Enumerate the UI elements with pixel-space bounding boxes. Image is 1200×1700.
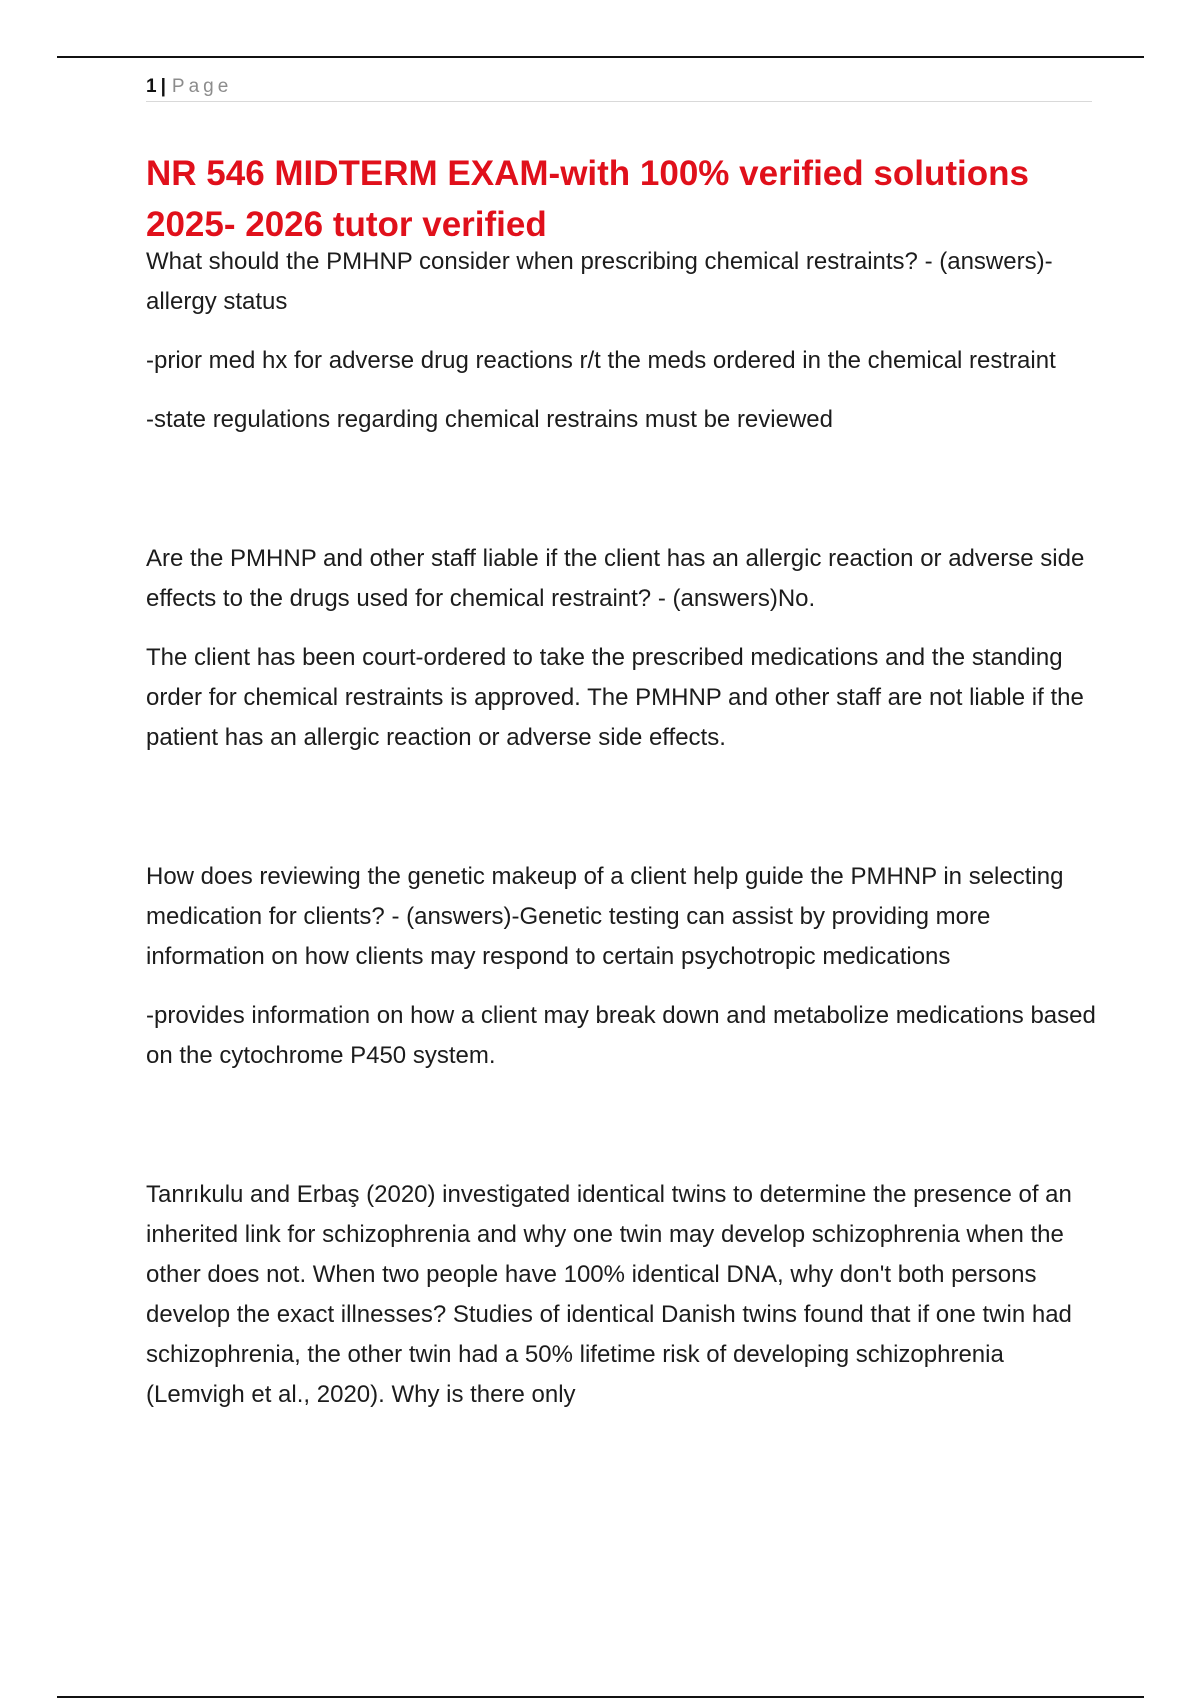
page-separator: | [160,76,166,97]
document-title: NR 546 MIDTERM EXAM-with 100% verified solutions 2025- 2026 tutor verified [146,154,1029,244]
bottom-rule [57,1696,1144,1698]
answer-3-item-1: -provides information on how a client may break down and metabolize medications based on the cytochrome P450 system. [146,1002,1096,1069]
qa-block-1 [146,242,1106,440]
block-spacer [146,777,1106,857]
qa-block-4 [146,1175,1106,1415]
question-4: Tanrıkulu and Erbaş (2020) investigated identical twins to determine the presence of an inherited link for schizophrenia and why one twin may develop schizophrenia when the other does not. When two people have 100% identical DNA, why don't both persons develop the exact illnesses? Studies of identical Danish twins found that if one twin had schizophrenia, the other twin had a 50% lifetime risk of developing schizophrenia (Lemvigh et al., 2020). Why is there only [146,1181,1072,1408]
qa-block-3 [146,857,1106,1076]
question-3: How does reviewing the genetic makeup of a client help guide the PMHNP in selecting medication for clients? - (answers)-Genetic testing can assist by providing more information on how clients may respond to certain psychotropic medications [146,863,1064,970]
block-spacer [146,1095,1106,1175]
question-1: What should the PMHNP consider when prescribing chemical restraints? - (answers)-allergy status [146,248,1053,315]
qa-block-2 [146,539,1106,758]
document-body [146,242,1106,1434]
block-spacer [146,459,1106,539]
top-rule [57,56,1144,58]
answer-2-explanation: The client has been court-ordered to take the prescribed medications and the standing order for chemical restraints is approved. The PMHNP and other staff are not liable if the patient has an allergic reaction or adverse side effects. [146,644,1084,751]
answer-1-item-1: -prior med hx for adverse drug reactions r/t the meds ordered in the chemical restraint [146,347,1056,374]
page-header [146,74,1092,102]
page-number: 1 [146,76,157,97]
answer-1-item-2: -state regulations regarding chemical restrains must be reviewed [146,406,833,433]
page-label: Page [171,76,233,97]
question-2: Are the PMHNP and other staff liable if the client has an allergic reaction or adverse side effects to the drugs used for chemical restraint? - (answers)No. [146,545,1085,612]
